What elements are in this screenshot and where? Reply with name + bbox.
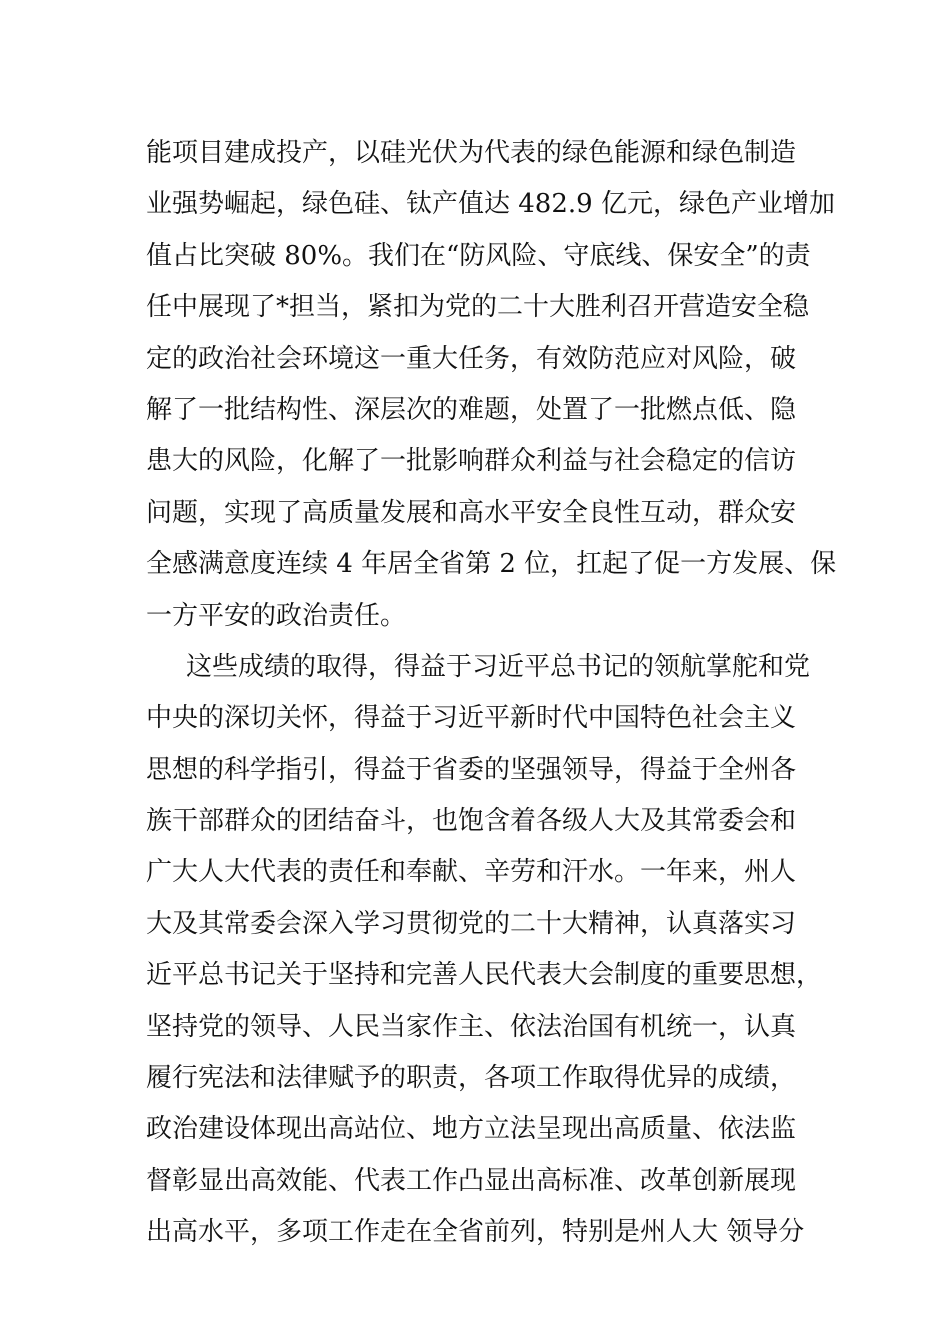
body-text [146, 128, 837, 1259]
text-line: 大及其常委会深入学习贯彻党的二十大精神，认真落实习 [146, 908, 797, 939]
text-line: 问题，实现了高质量发展和高水平安全良性互动，群众安 [146, 497, 797, 528]
text-line: 全感满意度连续 4 年居全省第 2 位，扛起了促一方发展、保 [146, 549, 837, 580]
text-line: 思想的科学指引，得益于省委的坚强领导，得益于全州各 [146, 754, 797, 785]
text-line: 出高水平，多项工作走在全省前列，特别是州人大 领导分 [146, 1217, 805, 1248]
text-line: 一方平安的政治责任。 [146, 600, 407, 631]
text-line: 督彰显出高效能、代表工作凸显出高标准、改革创新展现 [146, 1165, 797, 1196]
text-line: 业强势崛起，绿色硅、钛产值达 482.9 亿元，绿色产业增加 [146, 189, 835, 220]
text-line: 值占比突破 80%。我们在“防风险、守底线、保安全”的责 [146, 240, 811, 271]
text-line: 能项目建成投产，以硅光伏为代表的绿色能源和绿色制造 [146, 138, 797, 168]
paragraph-start-line: 这些成绩的取得，得益于习近平总书记的领航掌舵和党 [186, 651, 811, 682]
text-line: 近平总书记关于坚持和完善人民代表大会制度的重要思想， [146, 960, 823, 991]
text-line: 任中展现了*担当，紧扣为党的二十大胜利召开营造安全稳 [146, 292, 810, 323]
text-line: 广大人大代表的责任和奉献、辛劳和汗水。一年来，州人 [146, 857, 797, 888]
text-line: 解了一批结构性、深层次的难题，处置了一批燃点低、隐 [146, 394, 797, 425]
text-line: 患大的风险，化解了一批影响群众利益与社会稳定的信访 [146, 446, 797, 477]
text-line: 政治建设体现出高站位、地方立法呈现出高质量、依法监 [146, 1114, 797, 1145]
text-line: 族干部群众的团结奋斗，也饱含着各级人大及其常委会和 [146, 806, 797, 837]
text-line: 履行宪法和法律赋予的职责，各项工作取得优异的成绩， [146, 1063, 797, 1094]
text-line: 中央的深切关怀，得益于习近平新时代中国特色社会主义 [146, 703, 797, 734]
text-line: 定的政治社会环境这一重大任务，有效防范应对风险，破 [146, 343, 797, 374]
text-line: 坚持党的领导、人民当家作主、依法治国有机统一，认真 [146, 1011, 797, 1042]
